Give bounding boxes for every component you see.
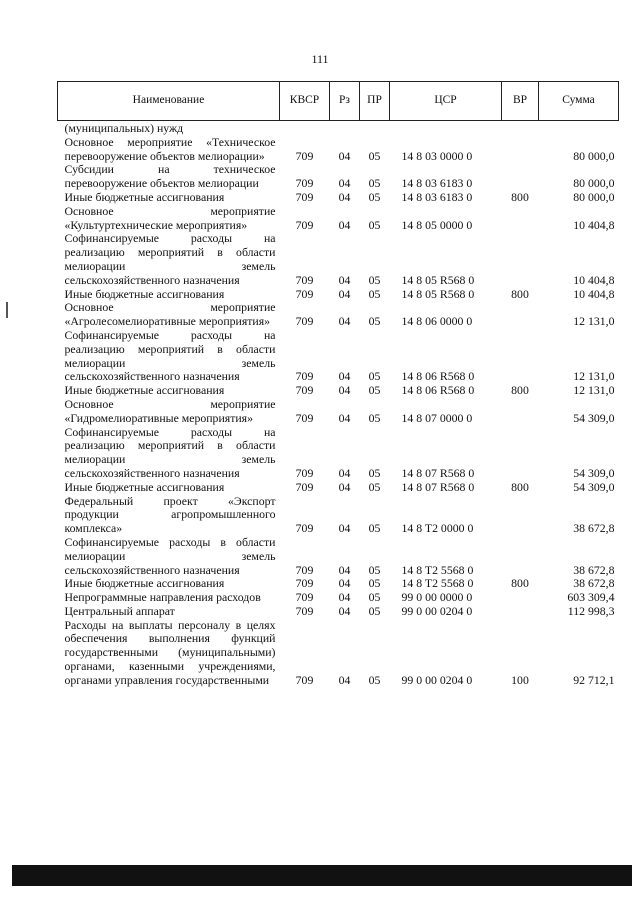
cell-csr: 14 8 05 R568 0: [401, 286, 475, 301]
cell-vr: [502, 121, 539, 136]
cell-vr: 800: [511, 189, 529, 204]
cell-sum: 12 131,0: [573, 383, 615, 398]
table-row: [58, 619, 619, 688]
cell-vr: [502, 536, 539, 577]
cell-csr: 99 0 00 0000 0: [401, 590, 473, 605]
cell-pr: 05: [368, 410, 381, 425]
cell-sum: 10 404,8: [573, 286, 615, 301]
cell-vr: 800: [511, 286, 529, 301]
cell-csr: 14 8 06 R568 0: [401, 383, 475, 398]
table-row: [58, 136, 619, 164]
cell-pr: 05: [368, 176, 381, 191]
cell-sum: [539, 121, 619, 136]
cell-sum: 80 000,0: [573, 148, 615, 163]
cell-vr: [502, 329, 539, 384]
cell-kvsr: 709: [295, 603, 314, 618]
table-body: [58, 121, 619, 688]
cell-rz: 04: [338, 672, 351, 687]
cell-kvsr: 709: [295, 410, 314, 425]
header-vr: ВР: [502, 82, 539, 121]
cell-kvsr: 709: [295, 576, 314, 591]
cell-name: Иные бюджетные ассигнования: [64, 189, 225, 204]
cell-name: Иные бюджетные ассигнования: [64, 479, 225, 494]
cell-name: Федеральный проект «Экспорт продукции агропромышленного комплекса»: [64, 493, 276, 536]
table-row: [58, 329, 619, 384]
cell-rz: 04: [338, 286, 351, 301]
cell-csr: 14 8 07 0000 0: [401, 410, 473, 425]
cell-csr: 99 0 00 0204 0: [401, 603, 473, 618]
cell-csr: 14 8 05 0000 0: [401, 217, 473, 232]
cell-sum: 54 309,0: [573, 465, 615, 480]
cell-vr: [502, 163, 539, 191]
cell-csr: 14 8 T2 0000 0: [401, 521, 474, 536]
table-row: [58, 121, 619, 136]
cell-vr: [502, 495, 539, 536]
cell-pr: 05: [368, 314, 381, 329]
cell-csr: 14 8 03 0000 0: [401, 148, 473, 163]
cell-name: Основное мероприятие «Агролесомелиоративные мероприятия»: [64, 300, 276, 329]
cell-kvsr: 709: [295, 148, 314, 163]
cell-csr: 14 8 06 R568 0: [401, 369, 475, 384]
cell-vr: [502, 426, 539, 481]
header-sum: Сумма: [539, 82, 619, 121]
table-row: [58, 301, 619, 329]
cell-csr: 14 8 T2 5568 0: [401, 576, 474, 591]
cell-kvsr: 709: [295, 479, 314, 494]
cell-csr: 14 8 03 6183 0: [401, 189, 473, 204]
cell-name: Софинансируемые расходы на реализацию мероприятий в области мелиорации земель сельскохозяйственного назначения: [64, 327, 276, 384]
cell-kvsr: 709: [295, 562, 314, 577]
cell-sum: 92 712,1: [573, 672, 615, 687]
cell-name: Субсидии на техническое перевооружение объектов мелиорации: [64, 162, 276, 191]
cell-name: Иные бюджетные ассигнования: [64, 383, 225, 398]
cell-sum: 38 672,8: [573, 562, 615, 577]
table-header: [58, 82, 619, 121]
cell-vr: 800: [511, 479, 529, 494]
page-number: 111: [311, 52, 329, 66]
cell-pr: 05: [368, 369, 381, 384]
cell-pr: 05: [368, 272, 381, 287]
cell-kvsr: 709: [295, 286, 314, 301]
table-row: [58, 605, 619, 619]
cell-pr: 05: [368, 286, 381, 301]
cell-sum: 603 309,4: [567, 590, 615, 605]
cell-name: Иные бюджетные ассигнования: [64, 576, 225, 591]
table-row: [58, 426, 619, 481]
cell-csr: 14 8 T2 5568 0: [401, 562, 474, 577]
cell-kvsr: 709: [295, 189, 314, 204]
cell-pr: 05: [368, 189, 381, 204]
table-row: [58, 163, 619, 191]
cell-sum: 54 309,0: [573, 410, 615, 425]
cell-kvsr: 709: [295, 217, 314, 232]
cell-rz: 04: [338, 148, 351, 163]
table-row: [58, 495, 619, 536]
cell-csr: [390, 121, 502, 136]
cell-pr: 05: [368, 383, 381, 398]
cell-rz: 04: [338, 383, 351, 398]
cell-rz: 04: [338, 521, 351, 536]
cell-sum: 10 404,8: [573, 272, 615, 287]
cell-sum: 38 672,8: [573, 521, 615, 536]
cell-rz: 04: [338, 410, 351, 425]
cell-vr: 100: [511, 672, 529, 687]
cell-pr: 05: [368, 148, 381, 163]
table-row: [58, 191, 619, 205]
cell-vr: [502, 591, 539, 605]
table-row: [58, 205, 619, 233]
cell-pr: 05: [368, 465, 381, 480]
cell-name: Непрограммные направления расходов: [64, 590, 261, 605]
table-row: [58, 384, 619, 398]
cell-sum: 54 309,0: [573, 479, 615, 494]
cell-vr: [502, 205, 539, 233]
table-row: [58, 398, 619, 426]
cell-pr: 05: [368, 562, 381, 577]
budget-table-container: [57, 81, 618, 688]
cell-pr: 05: [368, 672, 381, 687]
cell-kvsr: [280, 121, 330, 136]
cell-vr: 800: [511, 576, 529, 591]
budget-table: [57, 81, 619, 688]
cell-sum: 38 672,8: [573, 576, 615, 591]
cell-name: Софинансируемые расходы на реализацию мероприятий в области мелиорации земель сельскохозяйственного назначения: [64, 424, 276, 480]
cell-name: Основное мероприятие «Техническое перевооружение объектов мелиорации»: [64, 134, 276, 163]
cell-rz: 04: [338, 562, 351, 577]
cell-sum: 112 998,3: [567, 603, 615, 618]
cell-vr: [502, 136, 539, 164]
cell-kvsr: 709: [295, 176, 314, 191]
cell-vr: 800: [511, 383, 529, 398]
cell-rz: 04: [338, 217, 351, 232]
cell-name: Расходы на выплаты персоналу в целях обеспечения выполнения функций государственными (муниципальными) органами, казенными учреждениями, органами управления государственными: [64, 617, 276, 687]
cell-name: Центральный аппарат: [64, 603, 175, 618]
cell-csr: 14 8 05 R568 0: [401, 272, 475, 287]
cell-pr: 05: [368, 521, 381, 536]
cell-pr: 05: [368, 576, 381, 591]
cell-rz: 04: [338, 314, 351, 329]
table-row: [58, 481, 619, 495]
cell-name: (муниципальных) нужд: [64, 121, 184, 135]
cell-pr: 05: [368, 217, 381, 232]
cell-sum: 80 000,0: [573, 176, 615, 191]
cell-vr: [502, 605, 539, 619]
header-pr: ПР: [360, 82, 390, 121]
cell-rz: 04: [338, 272, 351, 287]
table-row: [58, 591, 619, 605]
table-row: [58, 536, 619, 577]
cell-name: Иные бюджетные ассигнования: [64, 286, 225, 301]
cell-csr: 14 8 03 6183 0: [401, 176, 473, 191]
cell-rz: 04: [338, 369, 351, 384]
cell-name: Основное мероприятие «Культуртехнические мероприятия»: [64, 203, 276, 232]
header-rz: Рз: [330, 82, 360, 121]
cell-name: Основное мероприятие «Гидромелиоративные мероприятия»: [64, 396, 276, 425]
cell-vr: [502, 398, 539, 426]
cell-rz: 04: [338, 479, 351, 494]
cell-pr: 05: [368, 479, 381, 494]
cell-kvsr: 709: [295, 272, 314, 287]
cell-kvsr: 709: [295, 521, 314, 536]
cell-rz: [330, 121, 360, 136]
cell-csr: 14 8 07 R568 0: [401, 465, 475, 480]
cell-csr: 99 0 00 0204 0: [401, 672, 473, 687]
cell-pr: 05: [368, 590, 381, 605]
header-kvsr: КВСР: [280, 82, 330, 121]
cell-kvsr: 709: [295, 314, 314, 329]
table-row: [58, 232, 619, 287]
cell-sum: 12 131,0: [573, 314, 615, 329]
scan-bottom-bar: [12, 865, 632, 886]
header-csr: ЦСР: [390, 82, 502, 121]
cell-kvsr: 709: [295, 465, 314, 480]
cell-vr: [502, 232, 539, 287]
cell-csr: 14 8 06 0000 0: [401, 314, 473, 329]
cell-rz: 04: [338, 189, 351, 204]
cell-sum: 10 404,8: [573, 217, 615, 232]
cell-rz: 04: [338, 176, 351, 191]
cell-pr: [360, 121, 390, 136]
cell-sum: 80 000,0: [573, 189, 615, 204]
cell-kvsr: 709: [295, 590, 314, 605]
cell-name: Софинансируемые расходы на реализацию мероприятий в области мелиорации земель сельскохозяйственного назначения: [64, 231, 276, 287]
cell-csr: 14 8 07 R568 0: [401, 479, 475, 494]
cell-rz: 04: [338, 603, 351, 618]
cell-kvsr: 709: [295, 369, 314, 384]
cell-sum: 12 131,0: [573, 369, 615, 384]
cell-pr: 05: [368, 603, 381, 618]
margin-mark: [6, 302, 8, 318]
cell-vr: [502, 301, 539, 329]
cell-rz: 04: [338, 576, 351, 591]
table-row: [58, 577, 619, 591]
cell-name: Софинансируемые расходы в области мелиорации земель сельскохозяйственного назначения: [64, 534, 276, 577]
cell-rz: 04: [338, 590, 351, 605]
cell-kvsr: 709: [295, 383, 314, 398]
cell-rz: 04: [338, 465, 351, 480]
table-row: [58, 288, 619, 302]
header-name: Наименование: [58, 82, 280, 121]
cell-kvsr: 709: [295, 672, 314, 687]
